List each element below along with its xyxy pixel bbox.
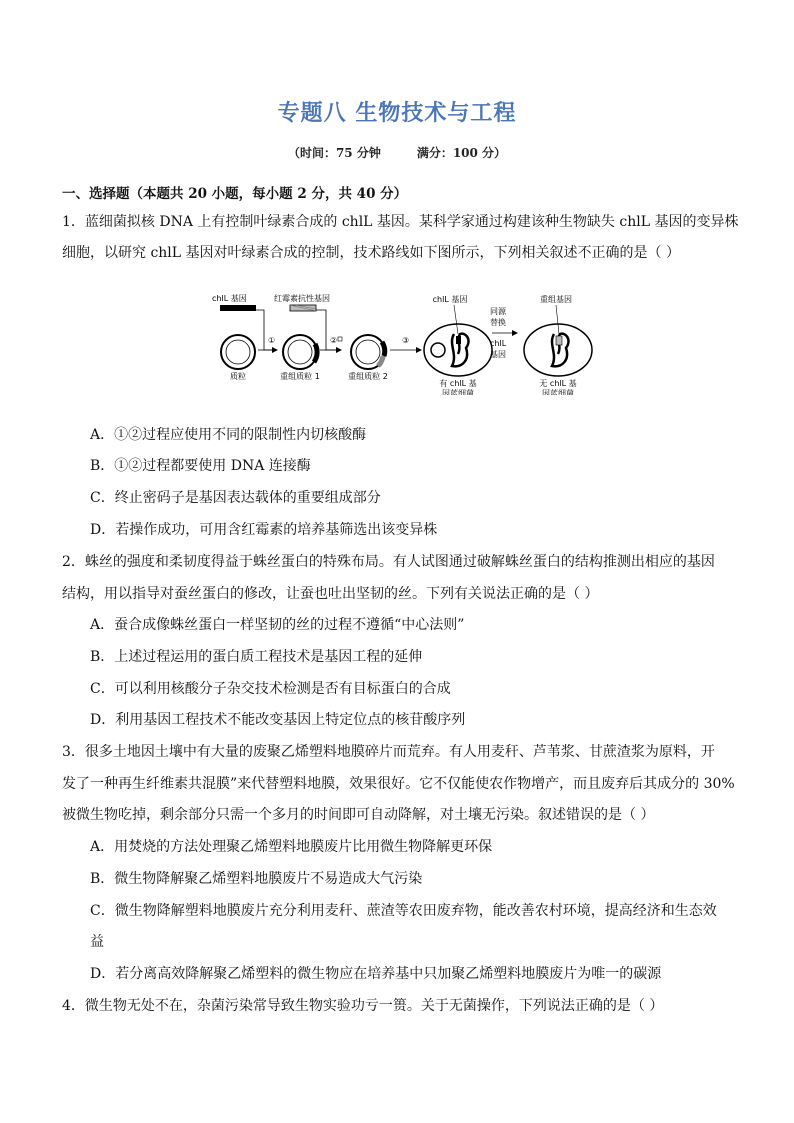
q3-option-c-continued: 益 <box>90 934 104 950</box>
swap-label3: chlL <box>490 339 507 348</box>
recomb1-label: 重组质粒 1 <box>280 372 320 381</box>
step3-label: ③ <box>402 336 410 345</box>
q1-stem-line2: 细胞，以研究 chlL 基因对叶绿素合成的控制，技术路线如下图所示，下列相关叙述不正确的是（ ） <box>62 245 680 261</box>
gene-knockout-diagram <box>208 290 608 399</box>
q2-stem-line1: 2．蛛丝的强度和柔韧度得益于蛛丝蛋白的特殊布局。有人试图通过破解蛛丝蛋白的结构推测出相应的基因 <box>62 554 715 570</box>
q2-option-b: B．上述过程运用的蛋白质工程技术是基因工程的延伸 <box>90 649 423 665</box>
q3-stem-line2: 发了一种再生纤维素共混膜”来代替塑料地膜，效果很好。它不仅能使农作物增产，而且废弃后其成分的 30% <box>62 776 735 792</box>
chlL-gene-segment <box>220 305 256 311</box>
cell2-top-label: 重组基因 <box>540 295 572 304</box>
q3-option-a: A．用焚烧的方法处理聚乙烯塑料地膜废片比用微生物降解更环保 <box>90 839 493 855</box>
exam-info <box>0 144 794 161</box>
swap-label2: 替换 <box>490 318 506 327</box>
cell2-bottom-label2: 因蓝细菌 <box>542 389 574 395</box>
q3-option-d: D．若分离高效降解聚乙烯塑料的微生物应在培养基中只加聚乙烯塑料地膜废片为唯一的碳源 <box>90 966 662 982</box>
q2-option-c: C．可以利用核酸分子杂交技术检测是否有目标蛋白的合成 <box>90 681 451 697</box>
chlL-gene-label: chlL 基因 <box>212 294 247 303</box>
section-heading: 一、选择题（本题共 20 小题，每小题 2 分，共 40 分） <box>62 186 408 202</box>
q1-stem-line1: 1．蓝细菌拟核 DNA 上有控制叶绿素合成的 chlL 基因。某科学家通过构建该种生物缺失 chlL 基因的变异株 <box>62 214 739 230</box>
plasmid-label: 质粒 <box>230 372 246 381</box>
q3-stem-line3: 被微生物吃掉，剩余部分只需一个多月的时间即可自动降解，对土壤无污染。叙述错误的是（ ） <box>62 807 655 823</box>
q1-option-d: D．若操作成功，可用含红霉素的培养基筛选出该变异株 <box>90 522 438 538</box>
cell1-bottom-label2: 因蓝细菌 <box>442 389 474 395</box>
full-score: 满分：100 分） <box>416 146 507 160</box>
swap-label4: 基因 <box>490 350 506 359</box>
page-title: 专题八 生物技术与工程 <box>277 101 517 126</box>
q2-option-d: D．利用基因工程技术不能改变基因上特定位点的核苷酸序列 <box>90 712 466 728</box>
swap-label1: 同源 <box>490 307 506 316</box>
time-limit: （时间：75 分钟 <box>287 146 381 160</box>
step1-label: ① <box>268 336 276 345</box>
ery-gene-label: 红霉素抗性基因 <box>274 294 330 303</box>
q2-stem-line2: 结构，用以指导对蚕丝蛋白的修改，让蚕也吐出坚韧的丝。下列有关说法正确的是（ ） <box>62 586 599 602</box>
q1-option-c: C．终止密码子是基因表达载体的重要组成部分 <box>90 490 381 506</box>
q3-option-c: C．微生物降解塑料地膜废片充分利用麦秆、蔗渣等农田废弃物，能改善农村环境，提高经济和生态效 <box>90 903 717 919</box>
q4-stem-line1: 4．微生物无处不在，杂菌污染常导致生物实验功亏一篑。关于无菌操作，下列说法正确的是（ ） <box>62 998 664 1014</box>
cell1-bottom-label1: 有 chlL 基 <box>439 379 477 388</box>
q1-option-b: B．①②过程都要使用 DNA 连接酶 <box>90 458 311 474</box>
step2-label: ② <box>330 336 338 345</box>
q3-stem-line1: 3．很多土地因土壤中有大量的废聚乙烯塑料地膜碎片而荒弃。有人用麦秆、芦苇浆、甘蔗渣浆为原料，开 <box>62 744 715 760</box>
cell2-bottom-label1: 无 chlL 基 <box>539 379 577 388</box>
q2-option-a: A．蚕合成像蛛丝蛋白一样坚韧的丝的过程不遵循“中心法则” <box>90 617 465 633</box>
recomb2-label: 重组质粒 2 <box>348 372 388 381</box>
cell1-top-label: chlL 基因 <box>432 295 468 304</box>
q1-option-a: A．①②过程应使用不同的限制性内切核酸酶 <box>90 427 367 443</box>
q3-option-b: B．微生物降解聚乙烯塑料地膜废片不易造成大气污染 <box>90 871 423 887</box>
